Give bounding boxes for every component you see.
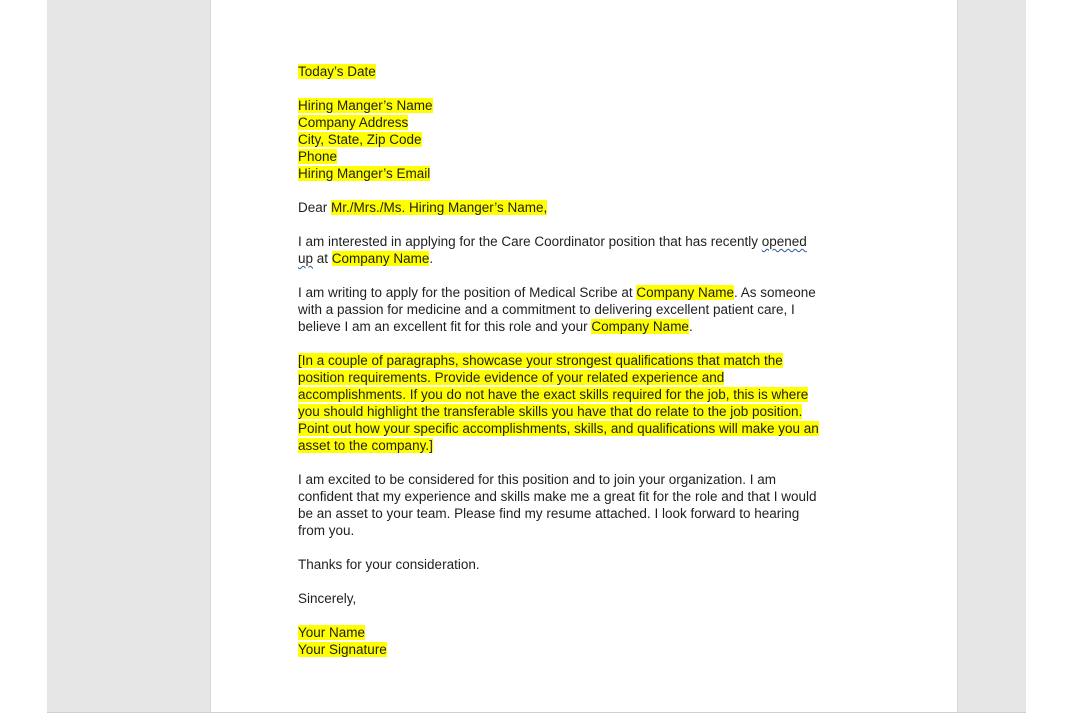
paragraph-2: [298, 284, 878, 335]
para2-text-3: believe I am an excellent fit for this role and your: [298, 319, 592, 334]
company-name-placeholder: Company Name: [591, 319, 689, 334]
salutation-name: Mr./Mrs./Ms. Hiring Manger’s Name,: [331, 200, 548, 215]
instruction-line: Point out how your specific accomplishments, skills, and qualifications will make you an: [298, 421, 819, 436]
para2-text-1-end: . As someone: [733, 285, 816, 300]
paragraph-4: [298, 471, 878, 539]
para4-line: I am excited to be considered for this position and to join your organization. I am: [298, 472, 777, 487]
recipient-name: Hiring Manger’s Name: [298, 98, 433, 113]
spelling-flag-up[interactable]: up: [298, 251, 314, 266]
document-workspace: [47, 0, 1026, 713]
instruction-line: position requirements. Provide evidence of your related experience and: [298, 370, 725, 385]
recipient-city: City, State, Zip Code: [298, 132, 422, 147]
para2-text-1: I am writing to apply for the position of Medical Scribe at: [298, 285, 637, 300]
instruction-line: asset to the company.]: [298, 438, 433, 453]
date-block: [298, 63, 878, 80]
thanks-line: [298, 556, 878, 573]
salutation-prefix: Dear: [298, 200, 332, 215]
spelling-flag-opened[interactable]: opened: [761, 234, 807, 249]
para4-line: from you.: [298, 523, 355, 538]
sender-name: Your Name: [298, 625, 366, 640]
sender-block: [298, 624, 878, 658]
instruction-line: accomplishments. If you do not have the exact skills required for the job, this is where: [298, 387, 809, 402]
instruction-line: [In a couple of paragraphs, showcase your strongest qualifications that match the: [298, 353, 783, 368]
para2-end: .: [688, 319, 693, 334]
document-page[interactable]: [210, 0, 958, 712]
sender-signature: Your Signature: [298, 642, 387, 657]
para4-line: be an asset to your team. Please find my resume attached. I look forward to hearing: [298, 506, 800, 521]
recipient-phone: Phone: [298, 149, 338, 164]
closing-line: [298, 590, 878, 607]
date-placeholder: Today’s Date: [298, 64, 376, 79]
paragraph-3-instructions: [298, 352, 878, 454]
recipient-block: [298, 97, 878, 182]
recipient-address: Company Address: [298, 115, 409, 130]
para1-end: .: [429, 251, 434, 266]
thanks-text: Thanks for your consideration.: [298, 557, 480, 572]
paragraph-1: [298, 233, 878, 267]
para1-text-1: I am interested in applying for the Care Coordinator position that has recently: [298, 234, 762, 249]
company-name-placeholder: Company Name: [636, 285, 734, 300]
instruction-line: you should highlight the transferable skills you have that do relate to the job position.: [298, 404, 803, 419]
letter-body: [298, 63, 878, 675]
recipient-email: Hiring Manger’s Email: [298, 166, 431, 181]
company-name-placeholder: Company Name: [331, 251, 430, 266]
para2-text-2: with a passion for medicine and a commitment to delivering excellent patient care, I: [298, 302, 795, 317]
salutation: [298, 199, 878, 216]
para4-line: confident that my experience and skills make me a great fit for the role and that I would: [298, 489, 817, 504]
closing-text: Sincerely,: [298, 591, 357, 606]
para1-text-2: at: [313, 251, 332, 266]
